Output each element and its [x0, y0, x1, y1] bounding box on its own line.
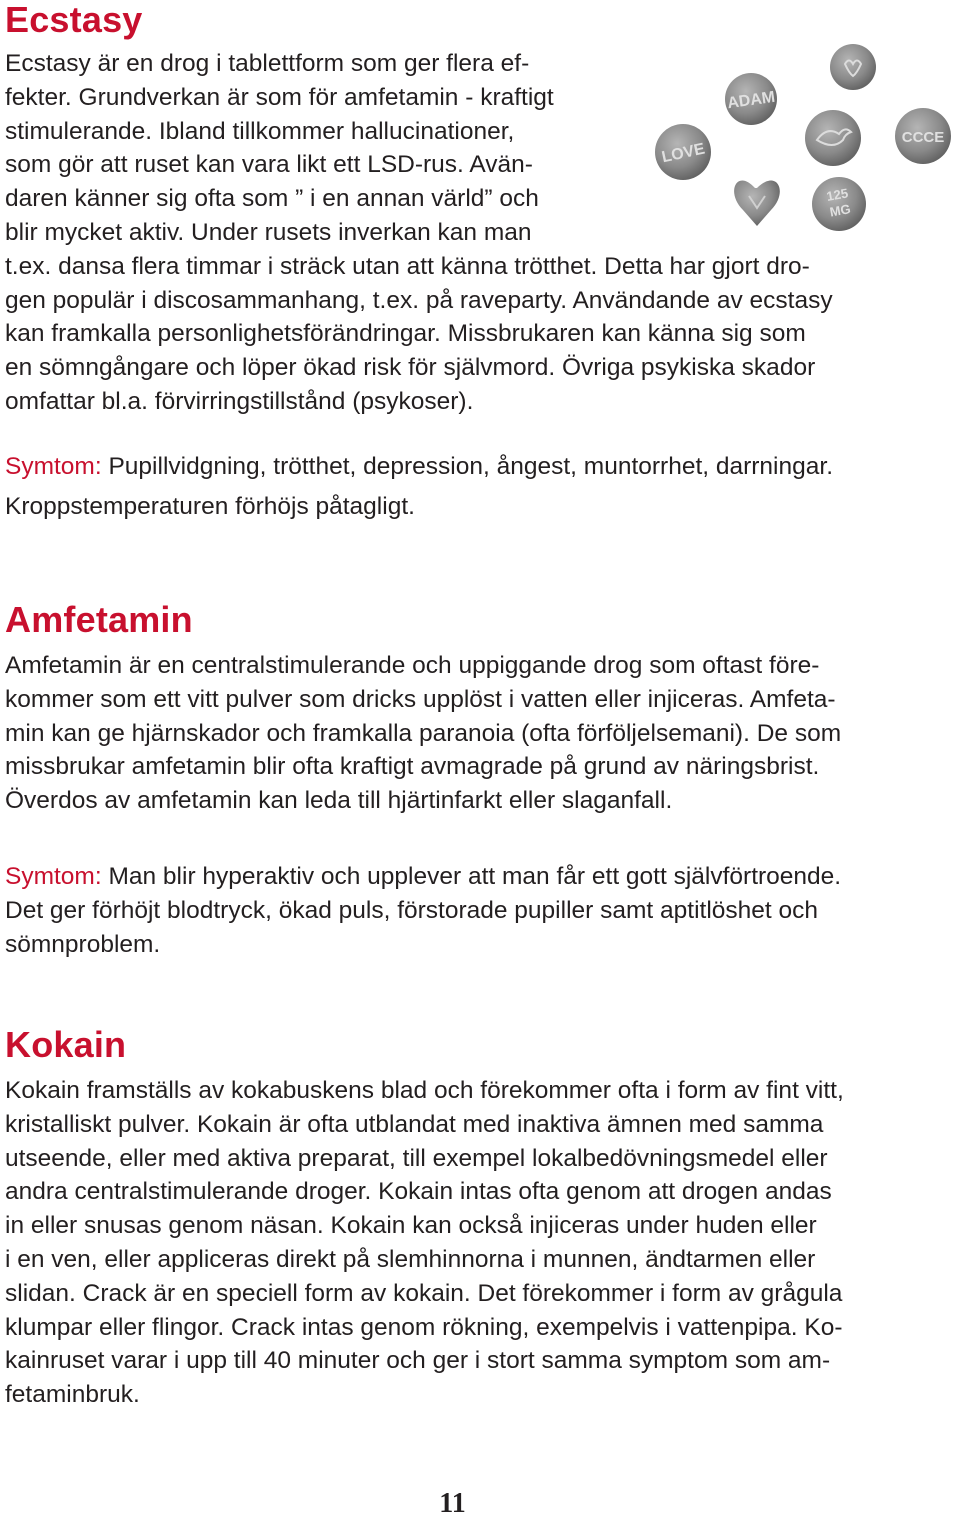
pill-marking: MG	[828, 201, 852, 220]
text-line: omfattar bl.a. förvirringstillstånd (psykoser).	[5, 387, 474, 415]
text-line: Överdos av amfetamin kan leda till hjärtinfarkt eller slaganfall.	[5, 787, 673, 815]
symtom-line: Kroppstemperaturen förhöjs påtagligt.	[5, 492, 415, 520]
pill-love-icon	[655, 124, 711, 180]
heading-kokain: Kokain	[5, 1024, 127, 1065]
text-line: kristalliskt pulver. Kokain är ofta utblandat med inaktiva ämnen med samma	[5, 1110, 824, 1138]
text-line: Kokain framställs av kokabuskens blad och förekommer ofta i form av fint vitt,	[5, 1077, 844, 1104]
section-ecstasy	[5, 0, 957, 527]
pill-adam-icon	[725, 73, 777, 125]
text-line: kainruset varar i upp till 40 minuter och ger i stort samma symptom som am-	[5, 1347, 831, 1375]
heading-ecstasy: Ecstasy	[5, 0, 143, 40]
pill-125mg-icon	[812, 177, 866, 231]
pill-marking: ADAM	[726, 88, 777, 113]
text-line: slidan. Crack är en speciell form av kokain. Det förekommer i form av grågula	[5, 1279, 843, 1307]
pill-marking: 125	[825, 185, 850, 204]
ecstasy-pills-image	[645, 40, 955, 240]
text-line: utseende, eller med aktiva preparat, till exempel lokalbedövningsmedel eller	[5, 1144, 828, 1172]
text-line: Ecstasy är en drog i tablettform som ger flera ef-	[5, 50, 530, 77]
text-line: klumpar eller flingor. Crack intas genom rökning, exempelvis i vattenpipa. Ko-	[5, 1313, 843, 1341]
amfetamin-symtom	[5, 860, 957, 961]
ecstasy-symtom	[5, 447, 957, 527]
pill-marking: LOVE	[660, 140, 707, 167]
symtom-line	[5, 860, 957, 894]
text-line: andra centralstimulerande droger. Kokain intas ofta genom att drogen andas	[5, 1178, 832, 1206]
text-line: en sömngångare och löper ökad risk för självmord. Övriga psykiska skador	[5, 354, 816, 382]
pill-heart-shape-icon	[734, 180, 780, 226]
symtom-text: Pupillvidgning, trötthet, depression, ångest, muntorrhet, darrningar.	[101, 452, 833, 480]
text-line: stimulerande. Ibland tillkommer hallucinationer,	[5, 117, 515, 145]
amfetamin-body	[5, 649, 957, 818]
kokain-body	[5, 1074, 957, 1412]
page-number: 11	[439, 1488, 466, 1519]
symtom-label: Symtom:	[5, 862, 102, 890]
text-line: i en ven, eller appliceras direkt på slemhinnorna i munnen, ändtarmen eller	[5, 1245, 816, 1273]
pill-ccce-icon	[895, 108, 951, 164]
symtom-line: sömnproblem.	[5, 930, 161, 958]
text-line: kan framkalla personlighetsförändringar. Missbrukaren kan känna sig som	[5, 320, 806, 348]
symtom-text: Man blir hyperaktiv och upplever att man får ett gott självförtroende.	[101, 862, 842, 890]
text-line: blir mycket aktiv. Under rusets inverkan kan man	[5, 218, 532, 246]
symtom-line	[5, 447, 957, 487]
pill-marking: CCCE	[901, 129, 945, 146]
text-line: som gör att ruset kan vara likt ett LSD-rus. Avän-	[5, 151, 533, 179]
text-line: t.ex. dansa flera timmar i sträck utan att känna trötthet. Detta har gjort dro-	[5, 252, 810, 280]
text-line: Amfetamin är en centralstimulerande och uppiggande drog som oftast före-	[5, 652, 820, 679]
text-line: fetaminbruk.	[5, 1381, 140, 1409]
text-line: gen populär i discosammanhang, t.ex. på raveparty. Användande av ecstasy	[5, 286, 833, 314]
text-line: fekter. Grundverkan är som för amfetamin - kraftigt	[5, 83, 554, 111]
symtom-label: Symtom:	[5, 452, 102, 480]
section-amfetamin	[5, 600, 957, 961]
pill-heart-icon	[830, 44, 876, 90]
ecstasy-intro	[5, 47, 645, 250]
text-line: daren känner sig ofta som ” i en annan värld” och	[5, 185, 539, 213]
text-line: missbrukar amfetamin blir ofta kraftigt avmagrade på grund av näringsbrist.	[5, 753, 820, 781]
symtom-line: Det ger förhöjt blodtryck, ökad puls, förstorade pupiller samt aptitlöshet och	[5, 896, 818, 924]
heading-amfetamin: Amfetamin	[5, 599, 193, 640]
pill-dove-icon	[805, 110, 861, 166]
text-line: in eller snusas genom näsan. Kokain kan också injiceras under huden eller	[5, 1212, 817, 1240]
ecstasy-body	[5, 250, 957, 419]
text-line: kommer som ett vitt pulver som dricks upplöst i vatten eller injiceras. Amfeta-	[5, 685, 836, 713]
section-kokain	[5, 1025, 957, 1412]
text-line: min kan ge hjärnskador och framkalla paranoia (ofta förföljelsemani). De som	[5, 719, 842, 747]
